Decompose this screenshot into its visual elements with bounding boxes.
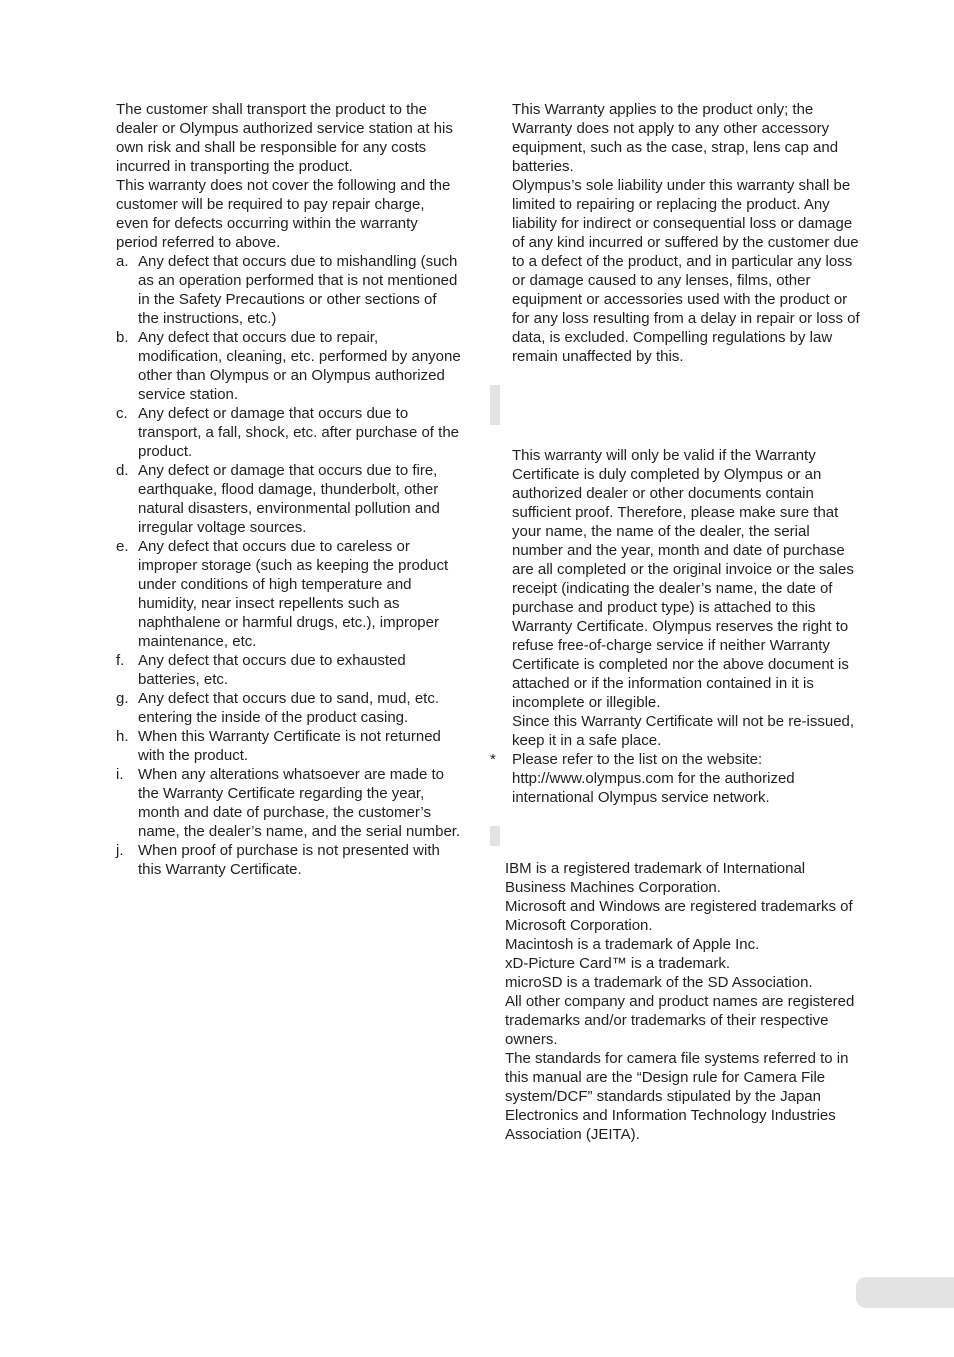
exclusion-list: [116, 252, 461, 879]
validity-paragraph: Since this Warranty Certificate will not be re-issued, keep it in a safe place.: [512, 713, 855, 749]
section-heading-bar: [490, 826, 500, 846]
intro-block: [116, 100, 461, 252]
validity-block: [490, 446, 862, 750]
validity-paragraph: This warranty will only be valid if the Warranty Certificate is duly completed by Olympus or an authorized dealer or other documents contain sufficient proof. Therefore, please make sure that your name, the name of the dealer, the serial number and the year, month and date of purchase are all completed or the original invoice or the sales receipt (indicating the dealer’s name, the date of purchase and product type) is attached to this Warranty Certificate. Olympus reserves the right to refuse free-of-charge service if neither Warranty Certificate is completed nor the above document is attached or if the information contained in it is incomplete or illegible.: [512, 447, 854, 711]
list-marker: b.: [116, 329, 129, 346]
trademark-line: Macintosh is a trademark of Apple Inc.: [505, 936, 760, 953]
warranty-paragraph: This Warranty applies to the product only; the Warranty does not apply to any other accessory equipment, such as the case, strap, lens cap and batteries.: [512, 101, 839, 175]
list-marker: h.: [116, 728, 129, 745]
list-item: [116, 651, 461, 689]
list-item: [116, 328, 461, 404]
trademark-line: xD-Picture Card™ is a trademark.: [505, 955, 731, 972]
list-item-text: When this Warranty Certificate is not returned with the product.: [138, 728, 441, 764]
list-item-text: Any defect or damage that occurs due to transport, a fall, shock, etc. after purchase of the product.: [138, 405, 459, 460]
warranty-paragraph: Olympus’s sole liability under this warranty shall be limited to repairing or replacing the product. Any liability for indirect or consequential loss or damage of any kind incurred or suffered by the customer due to a defect of the product, and in particular any loss or damage caused to any lenses, films, other equipment or accessories used with the product or for any loss resulting from a delay in repair or loss of data, is excluded. Compelling regulations by law remain unaffected by this.: [512, 177, 860, 365]
list-item-text: Any defect that occurs due to sand, mud, etc. entering the inside of the product casing.: [138, 690, 440, 726]
trademark-line: Microsoft and Windows are registered trademarks of Microsoft Corporation.: [505, 898, 853, 934]
trademark-line: The standards for camera file systems referred to in this manual are the “Design rule for Camera File system/DCF” standards stipulated by the Japan Electronics and Information Technology Industries Association (JEITA).: [505, 1050, 849, 1143]
list-marker: f.: [116, 652, 125, 669]
list-item: [116, 537, 461, 651]
list-item-text: Any defect that occurs due to mishandling (such as an operation performed that is not mentioned in the Safety Precautions or other sections of the instructions, etc.): [138, 253, 458, 327]
list-item: [116, 689, 461, 727]
trademarks-block: [490, 859, 862, 1144]
list-item-text: Any defect that occurs due to exhausted batteries, etc.: [138, 652, 406, 688]
list-item: [116, 404, 461, 461]
intro-paragraph: This warranty does not cover the following and the customer will be required to pay repair charge, even for defects occurring within the warranty period referred to above.: [116, 177, 451, 251]
website-note: [490, 750, 862, 807]
note-marker: *: [490, 751, 496, 768]
list-item: [116, 765, 461, 841]
right-column: [490, 100, 862, 1144]
intro-paragraph: The customer shall transport the product to the dealer or Olympus authorized service station at his own risk and shall be responsible for any costs incurred in transporting the product.: [116, 101, 453, 175]
list-marker: g.: [116, 690, 129, 707]
list-marker: j.: [116, 842, 124, 859]
list-item-text: When proof of purchase is not presented with this Warranty Certificate.: [138, 842, 440, 878]
list-item-text: When any alterations whatsoever are made to the Warranty Certificate regarding the year, month and date of purchase, the customer’s name, the dealer’s name, and the serial number.: [138, 766, 461, 840]
list-item-text: Any defect or damage that occurs due to fire, earthquake, flood damage, thunderbolt, other natural disasters, environmental pollution and irregular voltage sources.: [138, 462, 440, 536]
left-column: [116, 100, 461, 879]
page-number-tab: [856, 1277, 954, 1308]
list-marker: c.: [116, 405, 128, 422]
trademark-line: All other company and product names are registered trademarks and/or trademarks of their respective owners.: [505, 993, 855, 1048]
list-marker: a.: [116, 253, 129, 270]
list-item: [116, 841, 461, 879]
trademark-line: microSD is a trademark of the SD Association.: [505, 974, 813, 991]
trademark-line: IBM is a registered trademark of International Business Machines Corporation.: [505, 860, 806, 896]
list-item: [116, 252, 461, 328]
list-item: [116, 461, 461, 537]
warranty-scope-block: [490, 100, 862, 366]
section-heading-bar: [490, 385, 500, 425]
list-item-text: Any defect that occurs due to careless or improper storage (such as keeping the product under conditions of high temperature and humidity, near insect repellents such as naphthalene or harmful drugs, etc.), improper maintenance, etc.: [138, 538, 449, 650]
list-marker: i.: [116, 766, 124, 783]
list-marker: d.: [116, 462, 129, 479]
list-item: [116, 727, 461, 765]
list-item-text: Any defect that occurs due to repair, modification, cleaning, etc. performed by anyone other than Olympus or an Olympus authorized service station.: [138, 329, 461, 403]
list-marker: e.: [116, 538, 129, 555]
note-text: Please refer to the list on the website: http://www.olympus.com for the authorized international Olympus service network.: [512, 751, 795, 806]
